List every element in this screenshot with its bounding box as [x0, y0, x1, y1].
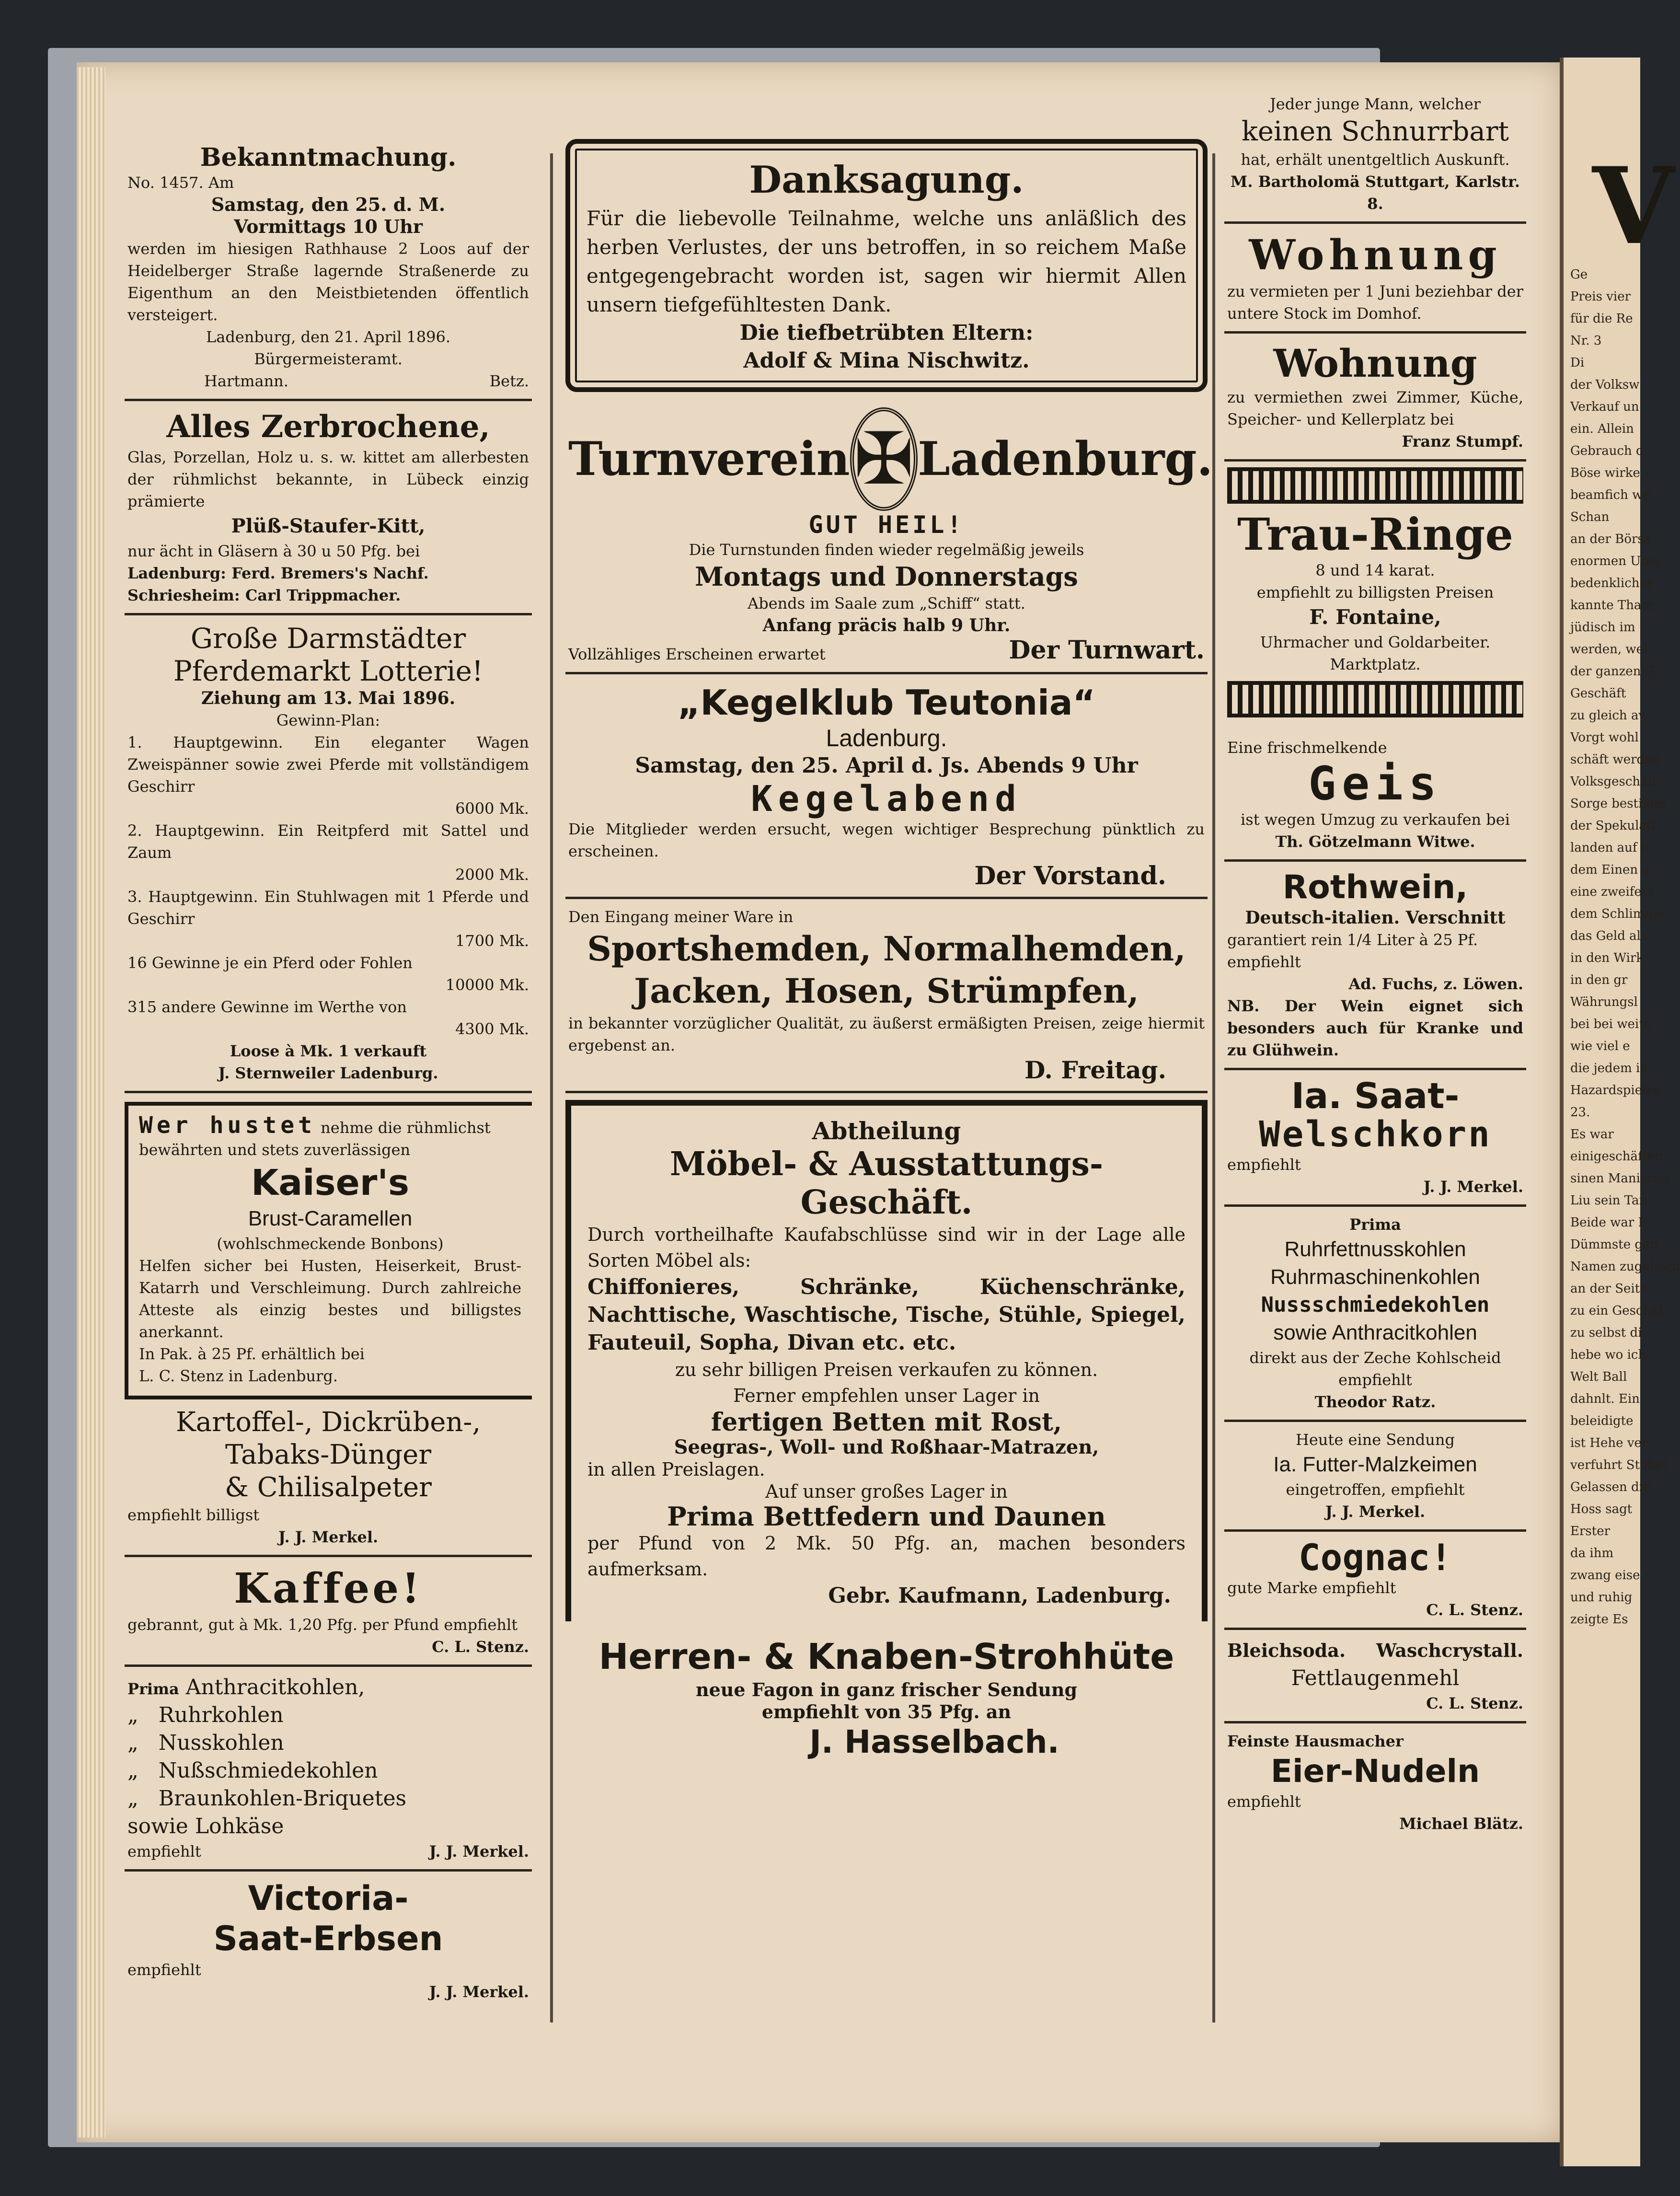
prize-2-value: 2000 Mk.: [455, 866, 529, 884]
ditto: „: [127, 1786, 138, 1811]
ad-body: zu vermiethen zwei Zimmer, Küche, Speicher- und Kellerplatz bei: [1227, 388, 1523, 428]
ad-sig: Th. Götzelmann Witwe.: [1275, 832, 1475, 851]
next-page-fragment: Böse wirke: [1570, 466, 1640, 480]
next-page-fragment: da ihm: [1570, 1546, 1614, 1560]
next-page-initial: V: [1592, 144, 1674, 268]
ad-line-3: hat, erhält unentgeltlich Auskunft.: [1241, 150, 1510, 169]
next-page-fragment: zu ein Geschäf: [1570, 1304, 1663, 1318]
next-page-fragment: an der Börse: [1570, 532, 1652, 546]
ad-body: gute Marke empfiehlt: [1227, 1579, 1396, 1597]
next-page-fragment: Gelassen die: [1570, 1480, 1651, 1494]
ad-paren: (wohlschmeckende Bonbons): [217, 1235, 444, 1253]
ad-b5: fertigen Betten mit Rost,: [711, 1408, 1062, 1437]
next-page-fragment: ist Hehe ver: [1570, 1436, 1648, 1450]
next-page-fragment: und ruhig: [1570, 1590, 1633, 1605]
next-page-fragment: Geschäft: [1570, 686, 1626, 701]
next-page-fragment: Preis vier: [1570, 289, 1631, 304]
coal-1: Ruhrfettnusskohlen: [1284, 1237, 1466, 1261]
ad-schnurrbart: [1224, 86, 1526, 224]
next-page-fragment: Beide war B: [1570, 1215, 1647, 1230]
coal-6: sowie Lohkäse: [127, 1814, 284, 1838]
ad-rec: empfiehlt billigst: [127, 1506, 260, 1524]
ad-b4: Ferner empfehlen unser Lager in: [733, 1385, 1040, 1406]
ad-sig: D. Freitag.: [1024, 1056, 1166, 1084]
ad-b2: Chiffonieres, Schränke, Küchenschränke, Nachttische, Waschtische, Tische, Stühle, Spiegel, Fauteuil, Sopha, Divan etc. etc.: [587, 1275, 1185, 1355]
next-page-fragment: sinen Manieren: [1570, 1171, 1669, 1186]
ad-rec: empfiehlt: [1227, 1792, 1301, 1811]
ad-line-1: neue Fagon in ganz frischer Sendung: [695, 1679, 1078, 1700]
next-page-fragment: das Geld als: [1570, 929, 1647, 943]
ad-bleichsoda: [1224, 1630, 1526, 1723]
prize-5: 315 andere Gewinne im Werthe von: [127, 998, 407, 1016]
ad-sig: Gebr. Kaufmann, Ladenburg.: [828, 1583, 1171, 1608]
next-page-fragment: der Volksw: [1570, 378, 1640, 392]
ad-line-5: Vollzähliges Erscheinen erwartet: [568, 645, 826, 663]
column-rule-1: [550, 153, 553, 2023]
ad-when: Samstag, den 25. April d. Js. Abends 9 Uhr: [635, 753, 1138, 778]
ad-prima: Prima: [127, 1680, 179, 1698]
next-page-fragment: die jedem in: [1570, 1061, 1648, 1075]
ad-line-1: Heute eine Sendung: [1296, 1431, 1455, 1449]
next-page-fragment: Hazardspieler.: [1570, 1083, 1662, 1098]
next-page-fragment: landen auf b: [1570, 841, 1649, 855]
ad-sig: C. L. Stenz.: [1426, 1601, 1523, 1619]
ad-seller: J. Sternweiler Ladenburg.: [218, 1064, 438, 1082]
ad-office: Bürgermeisteramt.: [254, 350, 403, 368]
next-page-fragment: eine zweifelh: [1570, 885, 1654, 899]
ad-signatures: [127, 370, 529, 392]
next-page-fragment: schäft werden: [1570, 752, 1660, 767]
coal-1: Anthracitkohlen,: [185, 1675, 365, 1699]
ad-title-2: Welschkorn: [1259, 1114, 1492, 1155]
ad-b6: Seegras-, Woll- und Roßhaar-Matrazen,: [674, 1436, 1099, 1458]
ad-title: Bekanntmachung.: [200, 143, 457, 172]
ad-bekanntmachung: [125, 86, 532, 401]
ad-b1: Durch vortheilhafte Kaufabschlüsse sind wir in der Lage alle Sorten Möbel als:: [587, 1224, 1185, 1271]
ad-line-3: & Chilisalpeter: [225, 1472, 432, 1503]
turner-cross-icon: ✠: [850, 407, 918, 511]
ad-b7: in allen Preislagen.: [587, 1459, 765, 1480]
ad-am: Am: [208, 173, 234, 192]
ad-line-1: Kartoffel-, Dickrüben-,: [175, 1407, 481, 1438]
next-page-fragment: zwang eise: [1570, 1568, 1640, 1583]
ad-title: Kaffee!: [234, 1564, 423, 1613]
column-3: [1224, 86, 1526, 1841]
ad-turnverein: [565, 401, 1213, 674]
ad-body: ist wegen Umzug zu verkaufen bei: [1241, 810, 1510, 829]
ad-title: Geis: [1308, 757, 1442, 810]
next-page-fragment: bedenklicher: [1570, 576, 1653, 590]
ad-body: werden im hiesigen Rathhause 2 Loos auf der Heidelberger Straße lagernde Straßenerde zu Eigenthum an den Meistbietenden öffentlich versteigert.: [127, 240, 529, 324]
ad-title: Alles Zerbrochene,: [166, 409, 490, 445]
next-page-fragment: ein. Allein: [1570, 422, 1634, 436]
ad-line-2: Jacken, Hosen, Strümpfen,: [634, 971, 1139, 1011]
ad-event: Kegelabend: [751, 778, 1022, 820]
ad-line-2: keinen Schnurrbart: [1241, 116, 1509, 147]
ad-line-3: Fettlaugenmehl: [1291, 1666, 1460, 1690]
next-page-fragment: zu selbst di: [1570, 1326, 1642, 1340]
next-page-fragments: [1564, 264, 1680, 1630]
ad-line-row: [1227, 1637, 1523, 1664]
prize-1-value: 6000 Mk.: [455, 799, 529, 818]
next-page-fragment: in den gr: [1570, 973, 1628, 987]
ad-geis: [1224, 730, 1526, 862]
next-page-fragment: Dümmste geb: [1570, 1237, 1658, 1252]
ad-intro: Feinste Hausmacher: [1227, 1732, 1404, 1750]
next-page-fragment: der Spekulati: [1570, 819, 1656, 833]
ad-b10: per Pfund von 2 Mk. 50 Pfg. an, machen besonders aufmerksam.: [587, 1533, 1185, 1580]
next-page-fragment: 23.: [1570, 1105, 1590, 1120]
next-page-fragment: Ge: [1570, 267, 1588, 282]
next-page-fragment: Erster: [1570, 1524, 1611, 1538]
ad-line-2: Montags und Donnerstags: [695, 561, 1078, 592]
ad-footer: [568, 636, 1205, 665]
coal-5: Braunkohlen-Briquetes: [158, 1786, 407, 1811]
ad-body: Die Mitglieder werden ersucht, wegen wichtiger Besprechung pünktlich zu erscheinen.: [568, 820, 1205, 860]
ad-draw: Ziehung am 13. Mai 1896.: [201, 688, 456, 708]
next-page-fragment: hebe wo ich: [1570, 1348, 1646, 1362]
prize-3-value: 1700 Mk.: [455, 932, 529, 950]
ad-sig: J. J. Merkel.: [1423, 1178, 1523, 1196]
ad-kaiser: [125, 1102, 532, 1399]
ad-kohlen-ratz: [1224, 1207, 1526, 1422]
ad-h1: Abtheilung: [812, 1117, 961, 1145]
next-page-fragment: Es war: [1570, 1127, 1614, 1142]
ad-line-2: empfiehlt zu billigsten Preisen: [1256, 583, 1494, 601]
ad-sig-1: Die tiefbetrübten Eltern:: [739, 321, 1034, 345]
ad-sig: C. L. Stenz.: [1426, 1694, 1523, 1712]
next-page-fragment: verfuhrt Stube!: [1570, 1458, 1668, 1472]
ad-seller: J. J. Merkel.: [429, 1842, 529, 1861]
ad-title: Cognac!: [1298, 1536, 1452, 1579]
ad-title: Trau-Ringe: [1237, 509, 1514, 560]
ad-wohnung-1: [1224, 224, 1526, 334]
next-page-fragment: einigeschäften: [1570, 1149, 1663, 1164]
column-2: [565, 86, 1213, 1768]
next-page-fragment: dem Schlimme: [1570, 907, 1664, 921]
ad-title: Wohnung: [1249, 231, 1502, 279]
next-page-fragment: bei bei weite: [1570, 1017, 1652, 1031]
ad-title: Rothwein,: [1282, 868, 1468, 906]
ad-time-line: Vormittags 10 Uhr: [234, 216, 423, 237]
ad-malzkeimen: [1224, 1422, 1526, 1532]
next-page-fragment: beleidigte: [1570, 1414, 1634, 1428]
ad-intro: Eine frischmelkende: [1227, 739, 1387, 757]
next-page-fragment: Liu sein Tan: [1570, 1193, 1647, 1208]
ad-header: [568, 407, 1213, 511]
ad-kohlen: [125, 1667, 532, 1872]
ad-prima: Prima: [1349, 1215, 1401, 1234]
next-page-fragment: in den Wirk: [1570, 951, 1644, 965]
ad-line-1: Bleichsoda.: [1227, 1640, 1346, 1661]
next-page-fragment: Verkauf un: [1570, 400, 1639, 414]
ad-kaffee: [125, 1557, 532, 1667]
ad-welschkorn: [1224, 1070, 1526, 1207]
coal-3: Nusskohlen: [158, 1731, 284, 1755]
next-page-fragment: Sorge bestimm: [1570, 797, 1666, 811]
ad-product: Plüß-Staufer-Kitt,: [231, 515, 426, 537]
ad-question: [139, 1114, 521, 1161]
ad-erbsen: [125, 1872, 532, 2010]
prize-4-value: 10000 Mk.: [445, 976, 529, 994]
ad-seller: J. J. Merkel.: [429, 1983, 529, 2001]
next-page-fragment: Vorgt wohl: [1570, 730, 1639, 745]
prize-1: 1. Hauptgewinn. Ein eleganter Wagen Zweispänner sowie zwei Pferde mit vollständigem Geschirr: [127, 733, 529, 796]
ad-title-1: Victoria-: [248, 1879, 409, 1918]
ad-sig: Hartmann.: [204, 372, 288, 390]
ad-date-line: Samstag, den 25. d. M.: [211, 194, 446, 215]
ad-title-1: Ia. Saat-: [1291, 1075, 1460, 1117]
prize-2: 2. Hauptgewinn. Ein Reitpferd mit Sattel und Zaum: [127, 821, 529, 862]
next-page-fragment: Welt Ball: [1570, 1370, 1627, 1384]
next-page-fragment: Währungsl: [1570, 995, 1638, 1009]
ad-seller: C. L. Stenz.: [432, 1638, 529, 1656]
ad-line-2: Ia. Futter-Malzkeimen: [1273, 1453, 1477, 1476]
coal-line-2: [127, 1701, 529, 1729]
ad-sub: Deutsch-italien. Verschnitt: [1245, 908, 1506, 928]
coal-2: Ruhrkohlen: [158, 1703, 284, 1727]
column-1: [125, 86, 532, 2010]
next-page-fragment: wie viel e: [1570, 1039, 1630, 1053]
ad-pack: In Pak. à 25 Pf. erhältlich bei: [139, 1345, 365, 1363]
ad-line-5: Marktplatz.: [1330, 655, 1421, 673]
ad-trauringe: [1224, 467, 1526, 730]
coal-line-1: [127, 1674, 529, 1701]
next-page-fragment: dem Einen g: [1570, 863, 1650, 877]
coal-line-5: [127, 1785, 529, 1813]
ad-body: Helfen sicher bei Husten, Heiserkeit, Brust-Katarrh und Verschleimung. Durch zahlreiche Atteste als einzig bestes und billigstes anerkannt.: [139, 1257, 521, 1341]
next-page-fragment: Gebrauch d: [1570, 444, 1644, 458]
ad-b3: zu sehr billigen Preisen verkaufen zu können.: [675, 1359, 1098, 1380]
ad-sig: J. J. Merkel.: [1325, 1503, 1426, 1521]
ad-sig2: Betz.: [489, 372, 529, 390]
ad-place-date: Ladenburg, den 21. April 1896.: [206, 328, 450, 346]
ad-line-4: M. Bartholomä Stuttgart, Karlstr. 8.: [1230, 173, 1520, 213]
next-page-fragment: werden, wel: [1570, 642, 1648, 657]
ad-line-3: F. Fontaine,: [1309, 605, 1441, 629]
next-page-fragment: Namen zugehoch: [1570, 1260, 1680, 1274]
ad-strohhuete: [565, 1628, 1208, 1768]
ad-sub: Brust-Caramellen: [248, 1207, 413, 1230]
ad-loose: Loose à Mk. 1 verkauft: [230, 1042, 427, 1060]
ad-line-4: Anfang präcis halb 9 Uhr.: [762, 615, 1011, 636]
next-page-fragment: zu gleich av: [1570, 708, 1646, 723]
ad-title-2: Pferdemarkt Lotterie!: [173, 655, 483, 687]
ad-line-2: Tabaks-Dünger: [225, 1439, 431, 1470]
next-page-fragment: enormen Ume: [1570, 554, 1660, 568]
ad-cognac: [1224, 1532, 1526, 1630]
ad-kitt: [125, 401, 532, 615]
ad-rec: empfiehlt: [127, 1961, 201, 1979]
ad-place: Ladenburg.: [826, 725, 947, 751]
ad-body2: nur ächt in Gläsern à 30 u 50 Pfg. bei: [127, 542, 420, 560]
ad-body: zu vermieten per 1 Juni beziehbar der untere Stock im Domhof.: [1227, 282, 1523, 323]
ad-nb: NB. Der Wein eignet sich besonders auch für Kranke und zu Glühwein.: [1227, 997, 1523, 1059]
ad-body: garantiert rein 1/4 Liter à 25 Pf. empfiehlt: [1227, 931, 1478, 971]
ad-title: Herren- & Knaben-Strohhüte: [598, 1636, 1174, 1677]
ad-title: „Kegelklub Teutonia“: [678, 682, 1095, 723]
ad-rothwein: [1224, 862, 1526, 1070]
ad-b9: Prima Bettfedern und Daunen: [667, 1501, 1106, 1532]
ad-sig: Michael Blätz.: [1399, 1815, 1523, 1833]
coal-line-3: [127, 1729, 529, 1757]
ad-body: Für die liebevolle Teilnahme, welche uns anläßlich des herben Verlustes, der uns betroffen, in so reichem Maße entgegengebracht worden ist, sagen wir hiermit Allen unsern tiefgefühltesten Dank.: [587, 207, 1186, 316]
ad-sig: Theodor Ratz.: [1314, 1393, 1436, 1411]
ad-line-3: Abends im Saale zum „Schiff“ statt.: [748, 594, 1025, 613]
ad-rec: empfiehlt: [127, 1842, 201, 1861]
ad-title-left: Turnverein: [568, 432, 850, 486]
coal-3: Nussschmiedekohlen: [1261, 1293, 1490, 1317]
ad-title: Wohnung: [1273, 341, 1477, 386]
ad-danksagung: [565, 139, 1208, 392]
coal-4: sowie Anthracitkohlen: [1273, 1321, 1477, 1344]
ad-seller-1: Ladenburg: Ferd. Bremers's Nachf.: [127, 564, 429, 582]
ad-title-1: Große Darmstädter: [190, 622, 466, 655]
ad-sig: Ad. Fuchs, z. Löwen.: [1348, 975, 1523, 993]
ad-b8: Auf unser großes Lager in: [765, 1481, 1008, 1502]
ad-sig: Der Vorstand.: [974, 861, 1166, 890]
coal-5: direkt aus der Zeche Kohlscheid empfiehlt: [1249, 1349, 1501, 1389]
next-page-fragment: kannte Thate: [1570, 598, 1654, 613]
ad-sig: Der Turnwart.: [1009, 636, 1205, 665]
ad-body: Glas, Porzellan, Holz u. s. w. kittet am allerbesten der rühmlichst bekannte, in Lübeck einzig prämierte: [127, 448, 529, 510]
next-page-fragment: jüdisch im: [1570, 620, 1635, 635]
ad-line-2: Waschcrystall.: [1376, 1640, 1523, 1661]
ad-footer: [127, 1840, 529, 1862]
ad-h2: Möbel- & Ausstattungs-Geschäft.: [669, 1145, 1104, 1222]
ad-title-2: Saat-Erbsen: [213, 1919, 443, 1958]
ad-kegelklub: [565, 674, 1208, 899]
next-page-fragment: beamfich we: [1570, 488, 1650, 502]
next-page-fragment: für die Re: [1570, 312, 1633, 326]
ditto: „: [127, 1703, 138, 1727]
ditto: „: [127, 1731, 138, 1755]
ad-number: No. 1457.: [127, 173, 204, 192]
ad-seller-2: Schriesheim: Carl Trippmacher.: [127, 586, 401, 604]
ad-plan: Gewinn-Plan:: [276, 711, 380, 729]
ad-line-2: empfiehlt von 35 Pfg. an: [761, 1701, 1012, 1722]
ad-sig: J. Hasselbach.: [809, 1723, 1059, 1760]
ad-line-1: Sportshemden, Normalhemden,: [587, 929, 1186, 969]
ad-line-1: Die Turnstunden finden wieder regelmäßig jeweils: [689, 541, 1084, 559]
next-page-fragment: Nr. 3: [1570, 334, 1602, 348]
next-page-fragment: Hoss sagt: [1570, 1502, 1633, 1516]
ad-seller: L. C. Stenz in Ladenburg.: [139, 1367, 338, 1385]
ornament-bottom: [1227, 681, 1523, 717]
prize-3: 3. Hauptgewinn. Ein Stuhlwagen mit 1 Pferde und Geschirr: [127, 888, 529, 928]
ad-sig-2: Adolf & Mina Nischwitz.: [743, 348, 1030, 373]
next-page-fragment: der ganzen G: [1570, 664, 1655, 679]
ad-body: gebrannt, gut à Mk. 1,20 Pfg. per Pfund empfiehlt: [127, 1616, 518, 1634]
next-page-fragment: an der Seite: [1570, 1282, 1647, 1296]
ad-duenger: [125, 1399, 532, 1557]
ad-sig: Franz Stumpf.: [1402, 432, 1523, 451]
next-page-fragment: Di: [1570, 356, 1585, 370]
ad-moebel: [565, 1100, 1208, 1621]
prize-4: 16 Gewinne je ein Pferd oder Fohlen: [127, 954, 413, 972]
ad-wohnung-2: [1224, 334, 1526, 462]
ornament-top: [1227, 467, 1523, 504]
ad-lotterie: [125, 615, 532, 1093]
ad-gutheil: GUT HEIL!: [808, 511, 965, 539]
ditto: „: [127, 1758, 138, 1783]
ad-title: Danksagung.: [749, 158, 1024, 202]
coal-4: Nußschmiedekohlen: [158, 1758, 378, 1783]
ad-intro: Den Eingang meiner Ware in: [568, 908, 794, 926]
ad-title-right: Ladenburg.: [918, 432, 1213, 486]
ad-seller: J. J. Merkel.: [278, 1528, 379, 1546]
page-edges: [77, 67, 105, 2138]
next-page-fragment: Schan: [1570, 510, 1610, 524]
ad-title: Kaiser's: [251, 1162, 410, 1203]
ad-line-3: eingetroffen, empfiehlt: [1286, 1480, 1465, 1499]
next-page-fragment: zeigte Es: [1570, 1612, 1628, 1627]
prize-5-value: 4300 Mk.: [455, 1020, 529, 1038]
ad-line-1: Jeder junge Mann, welcher: [1269, 95, 1481, 113]
ad-line-4: Uhrmacher und Goldarbeiter.: [1260, 633, 1491, 651]
coal-line-4: [127, 1757, 529, 1785]
next-page-fragment: dahnlt. Ein: [1570, 1392, 1640, 1406]
ad-q1: Wer hustet: [139, 1112, 316, 1139]
coal-2: Ruhrmaschinenkohlen: [1270, 1265, 1480, 1289]
ad-line: [127, 172, 529, 194]
ad-title: Eier-Nudeln: [1270, 1753, 1480, 1790]
ad-q2: nehme die rühmlichst bewährten und stets zuverlässigen: [139, 1119, 491, 1159]
next-page-edge: [1560, 58, 1680, 2166]
ad-body: in bekannter vorzüglicher Qualität, zu äußerst ermäßigten Preisen, zeige hiermit ergebenst an.: [568, 1014, 1205, 1054]
next-page-fragment: Volksgeschäft: [1570, 774, 1657, 789]
ad-nudeln: [1224, 1723, 1526, 1841]
ad-line-1: 8 und 14 karat.: [1315, 561, 1435, 579]
ad-rec: empfiehlt: [1227, 1156, 1301, 1174]
ad-freitag: [565, 899, 1208, 1093]
